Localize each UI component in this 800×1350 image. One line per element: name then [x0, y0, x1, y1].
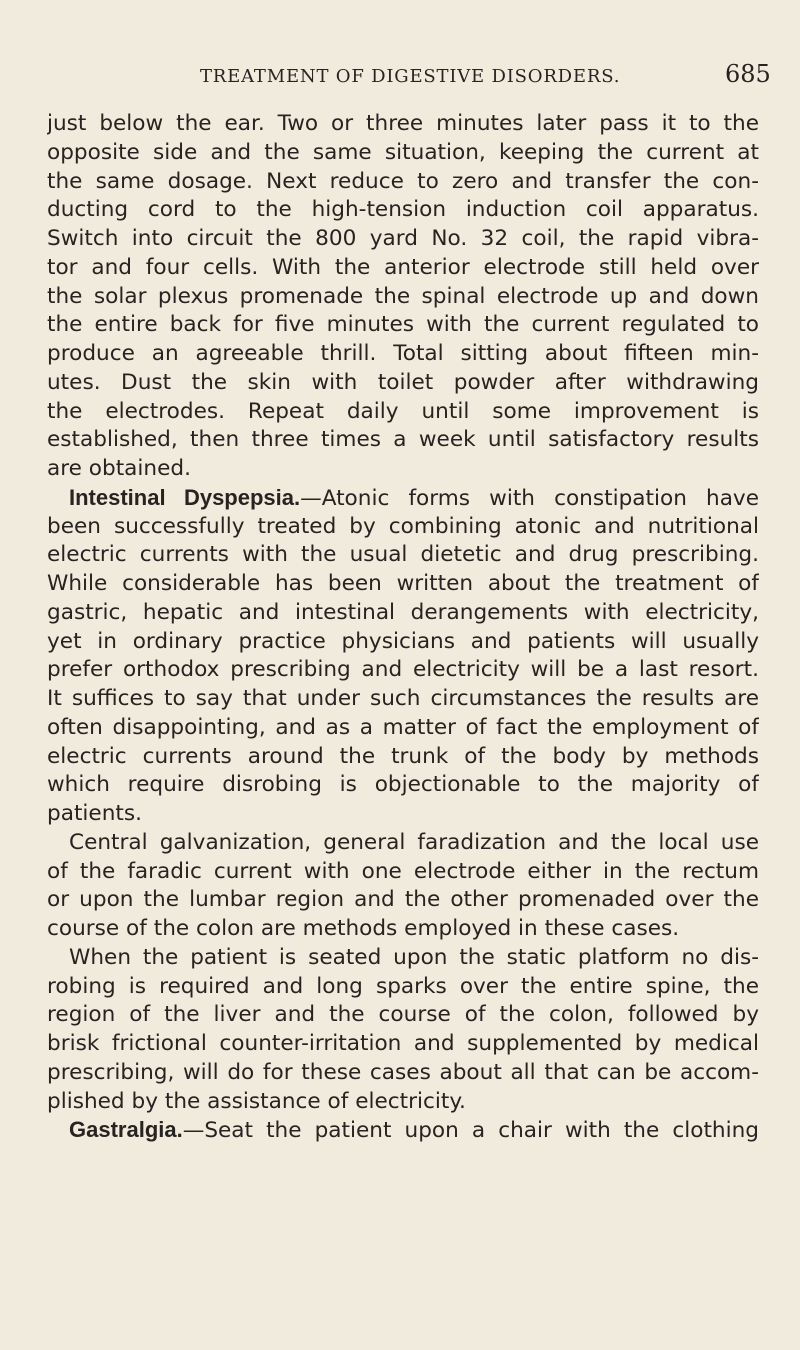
line-text: brisk frictional counter-irritation and supplemented by medical: [47, 1031, 759, 1056]
line-text: are obtained.: [47, 456, 191, 481]
line-text: —Seat the patient upon a chair with the clothing: [182, 1118, 759, 1144]
text-line: [47, 743, 759, 772]
line-text: While considerable has been written about the treatment of: [47, 571, 759, 596]
line-text: been successfully treated by combining atonic and nutritional: [47, 513, 759, 539]
text-line: [47, 599, 759, 628]
text-line: [47, 254, 759, 283]
line-text: patients.: [47, 801, 142, 826]
text-line: [47, 541, 759, 570]
text-line: [47, 1001, 759, 1030]
text-line: [47, 858, 759, 887]
line-text: Central galvanization, general faradization and the local use: [69, 829, 759, 855]
text-line: [47, 800, 759, 829]
text-line: [47, 513, 759, 542]
text-line: [47, 714, 759, 743]
text-line: [47, 484, 759, 513]
line-text: robing is required and long sparks over the entire spine, the: [47, 973, 759, 999]
text-line: [47, 455, 759, 484]
line-text: the electrodes. Repeat daily until some improvement is: [47, 398, 759, 424]
text-line: [47, 829, 759, 858]
line-text: electric currents around the trunk of the body by methods: [47, 743, 759, 769]
line-text: yet in ordinary practice physicians and patients will usually: [47, 628, 759, 654]
line-text: or upon the lumbar region and the other promenaded over the: [47, 887, 759, 913]
body-text: [47, 110, 759, 1145]
line-text: which require disrobing is objectionable to the majority of: [47, 772, 759, 798]
text-line: [47, 196, 759, 225]
line-text: established, then three times a week until satisfactory results: [47, 427, 759, 453]
line-text: prefer orthodox prescribing and electricity will be a last resort.: [47, 657, 759, 683]
line-text: often disappointing, and as a matter of fact the employment of: [47, 714, 759, 740]
section-heading: Intestinal Dyspepsia.: [69, 484, 301, 510]
line-text: region of the liver and the course of the colon, followed by: [47, 1002, 759, 1028]
line-text: course of the colon are methods employed in these cases.: [47, 916, 680, 941]
text-line: [47, 283, 759, 312]
text-line: [47, 369, 759, 398]
text-line: [47, 110, 759, 139]
text-line: [47, 225, 759, 254]
text-line: [47, 311, 759, 340]
text-line: [47, 426, 759, 455]
line-text: produce an agreeable thrill. Total sitting about fifteen min-: [47, 341, 759, 366]
text-line: [47, 1059, 759, 1088]
running-head: TREATMENT OF DIGESTIVE DISORDERS.: [200, 66, 621, 87]
line-text: utes. Dust the skin with toilet powder after withdrawing: [47, 369, 759, 395]
line-text: Switch into circuit the 800 yard No. 32 coil, the rapid vibra-: [47, 226, 759, 251]
text-line: [47, 1088, 759, 1117]
text-line: [47, 886, 759, 915]
text-line: [47, 398, 759, 427]
text-line: [47, 915, 759, 944]
text-line: [47, 340, 759, 369]
text-line: [47, 656, 759, 685]
line-text: It suffices to say that under such circumstances the results are: [47, 686, 759, 711]
line-text: opposite side and the same situation, keeping the current at: [47, 139, 759, 165]
text-line: [47, 139, 759, 168]
page-number: 685: [725, 60, 771, 88]
line-text: tor and four cells. With the anterior electrode still held over: [47, 254, 759, 280]
text-line: [47, 168, 759, 197]
text-line: [47, 944, 759, 973]
text-line: [47, 628, 759, 657]
line-text: the same dosage. Next reduce to zero and transfer the con-: [47, 168, 759, 194]
text-line: [47, 1030, 759, 1059]
text-line: [47, 1116, 759, 1145]
text-line: [47, 973, 759, 1002]
line-text: ducting cord to the high-tension induction coil apparatus.: [47, 197, 759, 223]
line-text: of the faradic current with one electrode either in the rectum: [47, 858, 759, 884]
line-text: electric currents with the usual dietetic and drug prescribing.: [47, 542, 759, 568]
line-text: plished by the assistance of electricity.: [47, 1088, 466, 1114]
line-text: When the patient is seated upon the static platform no dis-: [69, 944, 759, 970]
line-text: gastric, hepatic and intestinal derangements with electricity,: [47, 599, 759, 625]
line-text: the entire back for five minutes with the current regulated to: [47, 312, 759, 338]
line-text: just below the ear. Two or three minutes later pass it to the: [47, 111, 759, 136]
line-text: —Atonic forms with constipation have: [300, 485, 759, 511]
text-line: [47, 685, 759, 714]
text-line: [47, 570, 759, 599]
text-line: [47, 771, 759, 800]
line-text: the solar plexus promenade the spinal electrode up and down: [47, 283, 759, 309]
section-heading: Gastralgia.: [69, 1117, 183, 1143]
line-text: prescribing, will do for these cases about all that can be accom-: [47, 1059, 759, 1085]
